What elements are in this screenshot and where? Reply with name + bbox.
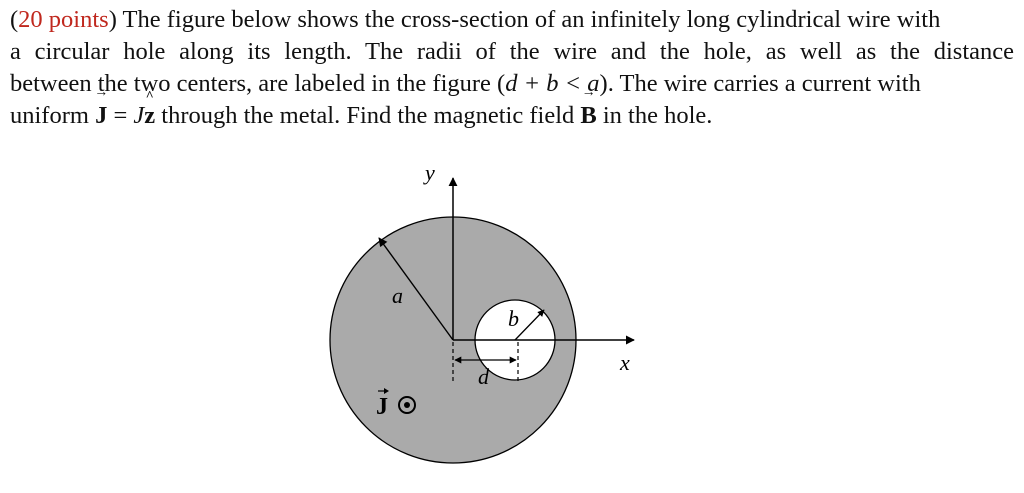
y-axis-label: y bbox=[425, 160, 435, 185]
condition-math: d + b < a bbox=[505, 70, 600, 97]
x-axis-label: x bbox=[620, 350, 630, 375]
current-density-vector: → J bbox=[95, 100, 107, 132]
current-out-of-page-dot bbox=[404, 402, 410, 408]
problem-line-3: between the two centers, are labeled in the figure (d + b < a). The wire carries a current with bbox=[10, 70, 921, 97]
current-density-label: J bbox=[376, 394, 388, 420]
distance-d-label: d bbox=[478, 364, 489, 389]
radius-a-label: a bbox=[392, 283, 403, 308]
current-density-scalar: J bbox=[133, 102, 145, 129]
points-label: 20 points bbox=[18, 6, 109, 33]
radius-b-label: b bbox=[508, 306, 519, 331]
z-unit-vector: ^ z bbox=[144, 100, 155, 132]
problem-line-4: uniform → J = J^ z through the metal. Find the magnetic field → B in the hole. bbox=[10, 100, 1014, 132]
problem-line-2: a circular hole along its length. The radii of the wire and the hole, as well as the distance bbox=[10, 38, 1014, 65]
magnetic-field-vector: → B bbox=[580, 100, 596, 132]
problem-line-1: (20 points) The figure below shows the cross-section of an infinitely long cylindrical wire with bbox=[10, 6, 941, 33]
